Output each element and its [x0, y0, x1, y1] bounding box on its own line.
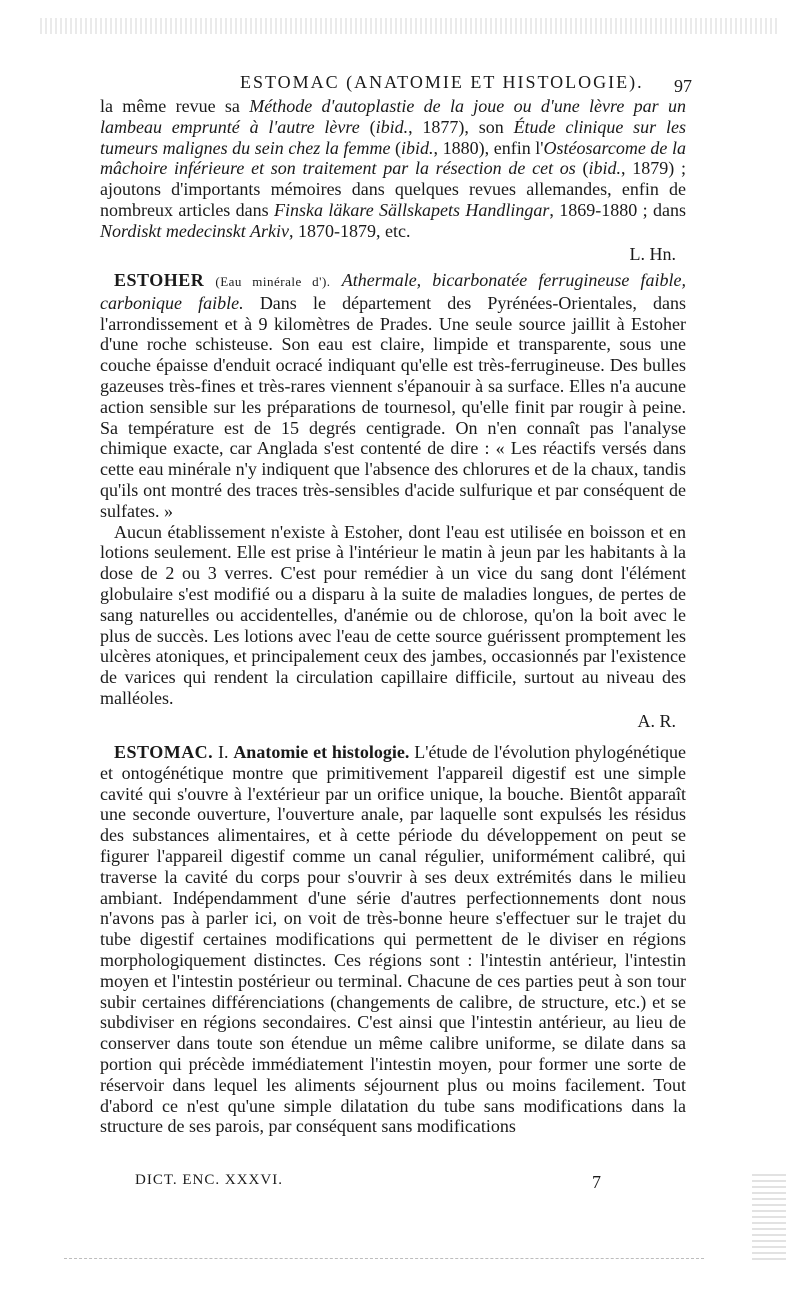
text-run: , 1870-1879, etc.: [288, 220, 411, 241]
text-run: , 1869-1880 ; dans: [549, 199, 686, 220]
journal-title: Finska läkare Sällskapets Handlingar: [274, 199, 550, 220]
text-run: la même revue sa: [100, 96, 250, 116]
entry-headword: ESTOHER: [114, 270, 205, 290]
text-run: (: [359, 116, 376, 137]
paragraph-text: Dans le département des Pyrénées-Orientales, dans l'arrondissement et à 9 kilomètres de Prades. Une seule source jaillit à Estoher d'une roche schisteuse. Son eau est claire, limpide et transparente, sous une couche épaisse d'enduit ocracé indiquant qu'elle est très-ferrugineuse. Des bulles gazeuses très-fines et très-rares viennent s'épanouir à sa surface. Elles n'a aucune action sensible sur les préparations de tournesol, qu'elle finit par rougir à peine. Sa température est de 15 degrés centigrade. On n'en connaît pas l'analyse chimique exacte, car Anglada s'est contenté de dire : « Les réactifs versés dans cette eau minérale n'y indiquent que l'absence des chlorures et de la chaux, tandis qu'ils ont montré des traces très-sensibles d'acide sulfurique et par conséquent de sulfates. »: [100, 292, 686, 521]
text-run: (: [390, 137, 402, 158]
article-estomac: [100, 742, 686, 1137]
previous-article-text: [100, 96, 686, 242]
author-signature: A. R.: [637, 710, 676, 731]
text-run: , 1877), son: [408, 116, 514, 137]
signature-mark: DICT. ENC. XXXVI.: [135, 1172, 283, 1188]
work-title: Méthode d'autoplastie de la joue ou d'une lèvre par un lambeau emprunté à l'autre lèvre: [100, 96, 686, 137]
estoher-paragraph-1: [100, 270, 686, 522]
page-footer: [0, 1172, 800, 1196]
page-number: 97: [674, 76, 692, 96]
journal-title: Nordiskt medecinskt Arkiv: [100, 220, 289, 241]
section-number: I.: [218, 742, 229, 762]
estoher-paragraph-2: Aucun établissement n'existe à Estoher, dont l'eau est utilisée en boisson et en lotions seulement. Elle est prise à l'intérieur le matin à jeun par les habitants à la dose de 2 ou 3 verres. C'est pour remédier à un vice du sang dont l'élément globulaire s'est modifié ou a disparu à la suite de maladies longues, de pertes de sang naturelles ou accidentelles, d'anémie ou de chlorose, qu'on la boit avec le plus de succès. Les lotions avec l'eau de cette source guérissent promptement les ulcères atoniques, et principalement ceux des jambes, occasionnés par l'existence de varices qui rendent la circulation capillaire difficile, surtout au niveau des malléoles.: [100, 521, 686, 708]
text-run: (: [575, 158, 589, 179]
work-title: Étude clinique sur les tumeurs malignes du sein chez la femme: [100, 116, 686, 158]
running-head: ESTOMAC (ANATOMIE ET HISTOLOGIE).: [240, 72, 644, 92]
previous-article-ending: [100, 96, 686, 264]
entry-subhead: (Eau minérale d').: [215, 274, 331, 289]
ibid-ref: ibid.: [375, 116, 409, 137]
entry-classification: Athermale, bicarbonatée ferrugineuse faible, carbonique faible.: [100, 270, 687, 313]
entry-headword: ESTOMAC.: [114, 742, 214, 762]
author-signature: L. Hn.: [629, 243, 676, 264]
ibid-ref: ibid.: [588, 158, 622, 179]
ibid-ref: ibid.: [401, 137, 434, 158]
estomac-paragraph-1: [100, 742, 686, 1137]
sheet-number: 7: [592, 1172, 601, 1192]
text-run: , 1879) ; ajoutons d'importants mémoires dans quelques revues allemandes, enfin de nombreux articles dans: [100, 158, 686, 220]
article-estoher: [100, 270, 686, 732]
page-header: [0, 72, 800, 96]
paragraph-text: L'étude de l'évolution phylogénétique et ontogénétique montre que primitivement l'appareil digestif est une simple cavité qui s'ouvre à l'extérieur par un orifice unique, la bouche. Bientôt apparaît une seconde ouverture, l'ouverture anale, par laquelle sont expulsés les résidus des substances alimentaires, et à cette période du développement on peut se figurer l'appareil digestif comme un canal régulier, uniformément calibré, qui traverse la cavité du corps pour s'ouvrir à ses deux extrémités dans le milieu ambiant. Indépendamment d'une série d'autres perfectionnements dont nous n'avons pas à parler ici, on voit de très-bonne heure s'effectuer sur le trajet du tube digestif certaines modifications qui permettent de le diviser en régions morphologiquement distinctes. Ces régions sont : l'intestin antérieur, l'intestin moyen et l'intestin postérieur ou terminal. Chacune de ces parties peut à son tour subir certaines différenciations (changements de calibre, de structure, etc.) et se subdiviser en régions secondaires. C'est ainsi que l'intestin antérieur, au lieu de conserver dans toute son étendue un même calibre uniforme, se dilate dans sa portion qui précède immédiatement l'intestin moyen, pour former une sorte de réservoir dans lequel les aliments séjournent plus ou moins facilement. Tout d'abord ce n'est qu'une simple dilatation du tube sans modifications dans la structure de ses parois, par conséquent sans modifications: [100, 742, 687, 1137]
work-title: Ostéosarcome de la mâchoire inférieure et son traitement par la résection de cet os: [100, 137, 686, 179]
scan-noise-top: [40, 18, 780, 34]
section-title: Anatomie et histologie.: [233, 742, 410, 762]
text-run: , 1880), enfin l': [433, 137, 544, 158]
bottom-dashed-rule: [64, 1258, 704, 1259]
